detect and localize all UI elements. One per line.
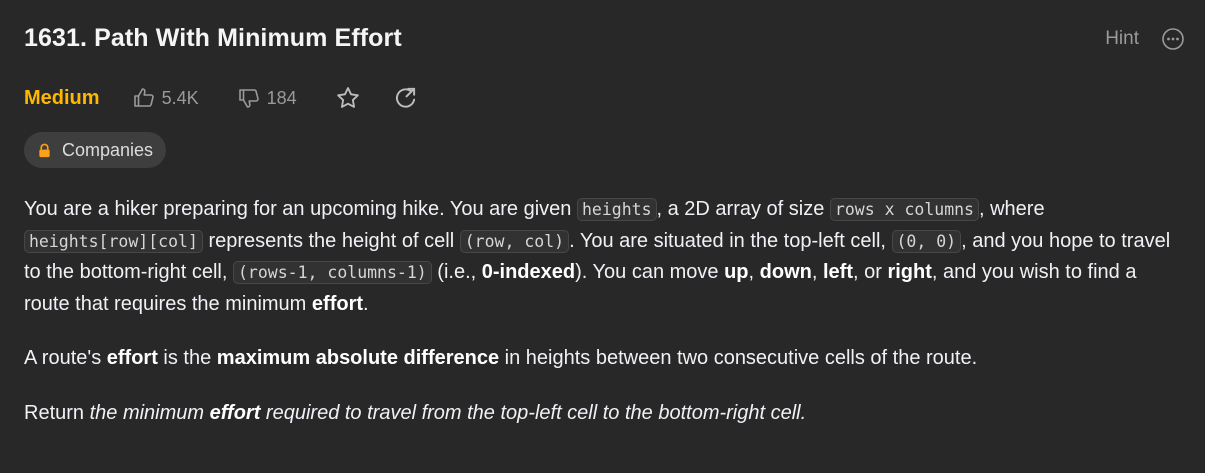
text: Return	[24, 401, 90, 424]
description-paragraph-1	[24, 194, 1184, 320]
thumbs-down-icon	[237, 86, 261, 110]
text: (i.e.,	[431, 261, 482, 283]
text: , or	[853, 261, 888, 283]
header-actions	[1105, 27, 1185, 51]
text: , and you hope to travel to the bottom-right cell,	[24, 229, 1171, 283]
italic-text: required to travel from the top-left cell to the bottom-right cell.	[260, 401, 807, 424]
inline-code: rows x columns	[830, 198, 979, 221]
text: , where	[979, 198, 1045, 220]
bold-italic-text: effort	[209, 401, 261, 424]
companies-label: Companies	[62, 139, 154, 160]
bold-text: effort	[106, 347, 158, 369]
bold-text: up	[724, 261, 749, 283]
text: A route's	[24, 347, 107, 369]
difficulty-badge: Medium	[24, 86, 100, 109]
like-count: 5.4K	[161, 87, 199, 108]
lock-icon	[37, 143, 52, 158]
text: .	[363, 292, 369, 315]
dislike-button[interactable]	[237, 86, 297, 110]
companies-button[interactable]	[24, 132, 166, 168]
text: . You are situated in the top-left cell,	[569, 229, 892, 252]
bold-text: effort	[311, 292, 364, 315]
text: , and you wish to find a route that requires the minimum	[24, 261, 1137, 315]
problem-meta	[24, 83, 451, 113]
thumbs-up-icon	[132, 86, 156, 110]
bold-text: 0-indexed	[481, 261, 576, 283]
text: ). You can move	[575, 261, 725, 283]
text: is the	[157, 347, 217, 369]
problem-title: 1631. Path With Minimum Effort	[24, 24, 402, 52]
text: in heights between two consecutive cells of the route.	[499, 347, 978, 369]
text: You are a hiker preparing for an upcoming hike. You are given	[24, 198, 577, 220]
hint-button[interactable]: Hint	[1105, 28, 1139, 49]
like-button[interactable]	[132, 86, 199, 110]
star-icon[interactable]	[335, 85, 361, 111]
inline-code: heights	[577, 198, 657, 221]
bold-text: maximum absolute difference	[216, 347, 500, 369]
description-paragraph-2	[24, 343, 1184, 375]
dislike-count: 184	[266, 87, 297, 108]
more-icon[interactable]	[1161, 27, 1185, 51]
share-icon[interactable]	[393, 85, 419, 111]
description-paragraph-3	[24, 398, 1184, 430]
inline-code: heights[row][col]	[24, 230, 203, 253]
text: represents the height of cell	[202, 229, 460, 252]
inline-code: (row, col)	[460, 230, 569, 253]
text: ,	[748, 261, 760, 283]
bold-text: down	[759, 261, 812, 283]
italic-text: the minimum	[89, 401, 210, 424]
text: ,	[811, 261, 823, 283]
bold-text: right	[887, 261, 932, 283]
problem-description	[24, 194, 1184, 429]
inline-code: (0, 0)	[892, 230, 962, 253]
bold-text: left	[823, 261, 853, 283]
inline-code: (rows-1, columns-1)	[233, 261, 432, 284]
text: , a 2D array of size	[656, 198, 830, 220]
